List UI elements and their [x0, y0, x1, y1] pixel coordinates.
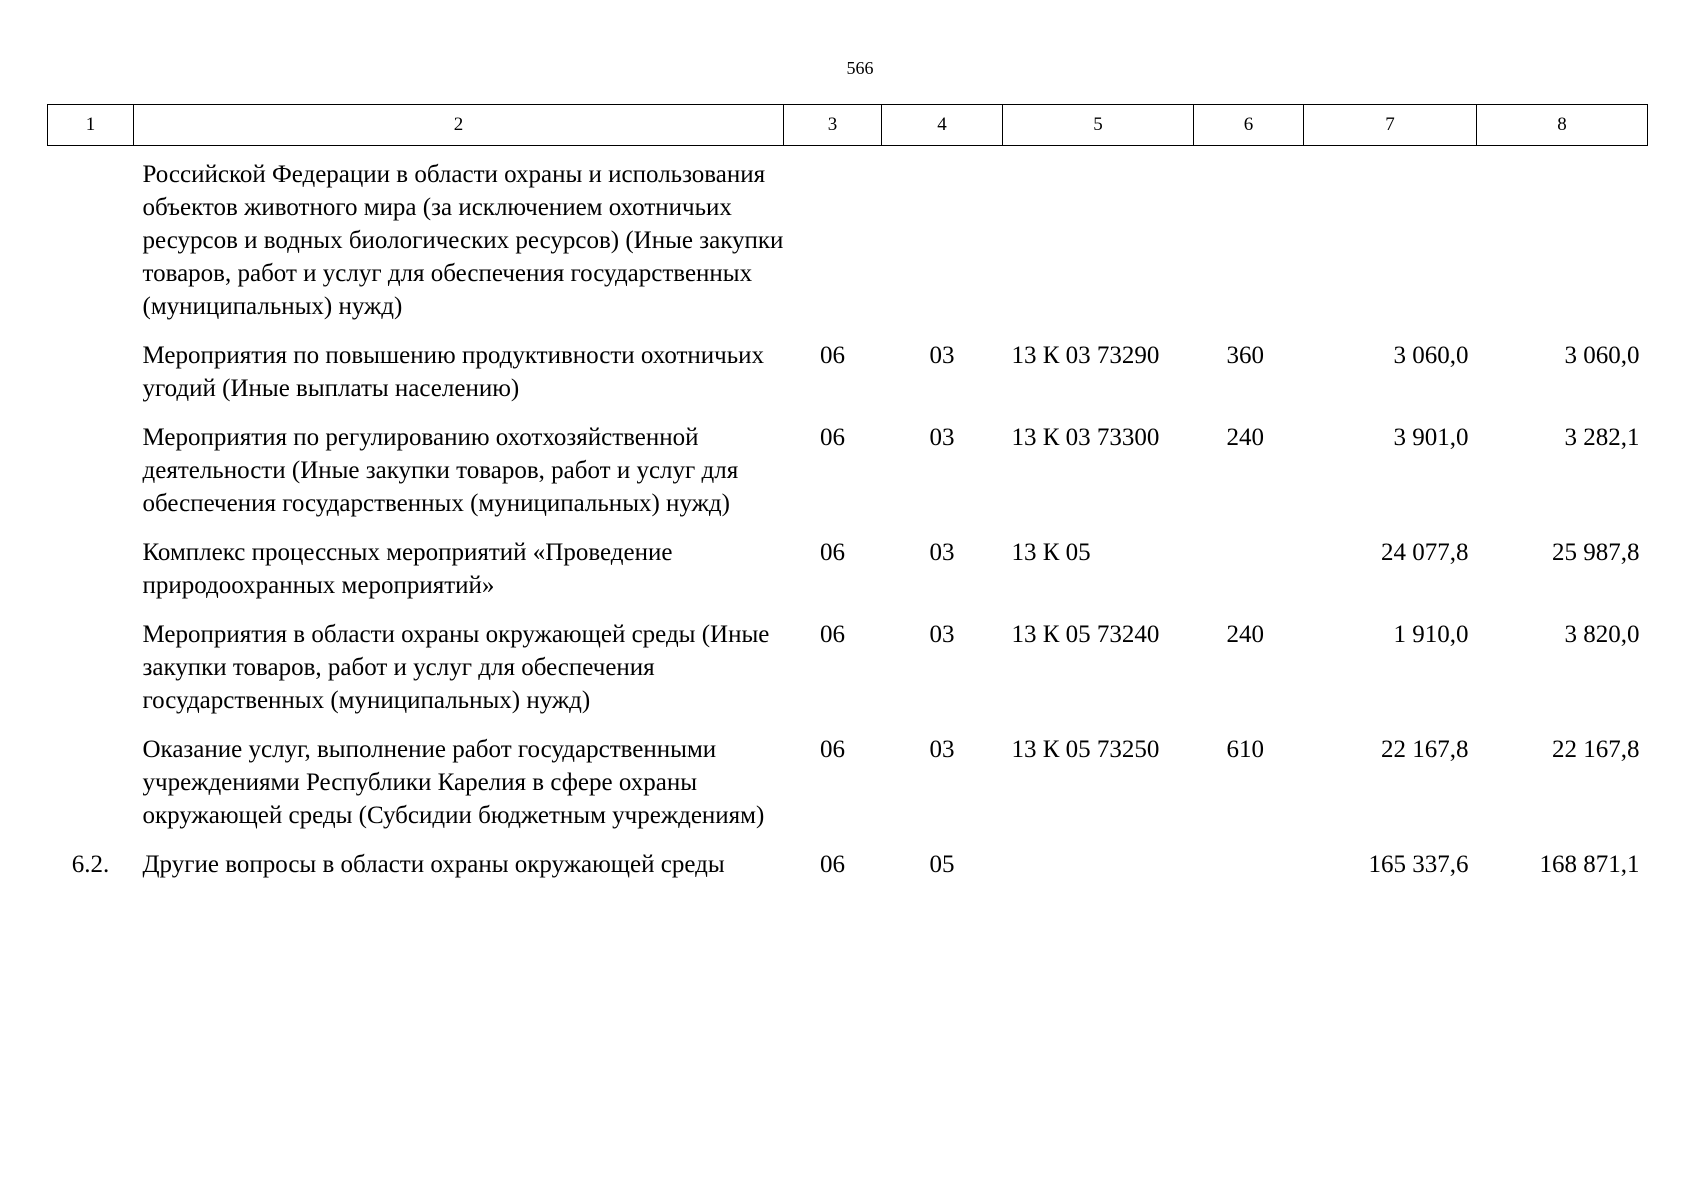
- row-expense-type: 610: [1226, 736, 1264, 763]
- row-number: [48, 339, 134, 421]
- row-subsection: [882, 146, 1003, 340]
- row-amount-col8: 22 167,8: [1552, 736, 1640, 763]
- column-header-2: 2: [134, 105, 784, 146]
- row-amount-col7: 165 337,6: [1368, 851, 1469, 878]
- row-target-code: 13 К 05 73250: [1011, 736, 1160, 763]
- row-target-code: [1003, 848, 1194, 897]
- row-subsection: 03: [929, 342, 955, 369]
- column-header-8: 8: [1477, 105, 1648, 146]
- row-amount-col7: 22 167,8: [1381, 736, 1469, 763]
- row-target-code: 13 К 05 73240: [1011, 621, 1160, 648]
- row-subsection: 03: [929, 736, 955, 763]
- row-expense-type: [1194, 146, 1304, 340]
- row-subsection: 03: [929, 539, 955, 566]
- budget-table: [47, 104, 1648, 897]
- row-expense-type: 240: [1226, 424, 1264, 451]
- column-header-1: 1: [48, 105, 134, 146]
- column-header-4: 4: [882, 105, 1003, 146]
- table-row: [48, 733, 1648, 848]
- row-amount-col7: 3 060,0: [1393, 342, 1469, 369]
- row-section: 06: [820, 539, 845, 566]
- row-amount-col7: [1304, 146, 1477, 340]
- row-number: [48, 618, 134, 733]
- row-amount-col8: 3 820,0: [1564, 621, 1640, 648]
- row-section: 06: [820, 342, 845, 369]
- row-name: Мероприятия по повышению продуктивности охотничьих угодий (Иные выплаты населению): [142, 342, 765, 402]
- row-name: Другие вопросы в области охраны окружающей среды: [142, 851, 725, 878]
- row-amount-col8: [1477, 146, 1648, 340]
- row-number: [48, 733, 134, 848]
- table-row: [48, 536, 1648, 618]
- row-expense-type: 360: [1226, 342, 1264, 369]
- row-name: Мероприятия в области охраны окружающей среды (Иные закупки товаров, работ и услуг для обеспечения государственных (муниципальных) нужд): [142, 621, 770, 714]
- row-expense-type: 240: [1226, 621, 1264, 648]
- table-row: [48, 421, 1648, 536]
- table-row: [48, 146, 1648, 340]
- row-section: 06: [820, 851, 845, 878]
- row-name: Оказание услуг, выполнение работ государственными учреждениями Республики Карелия в сфере охраны окружающей среды (Субсидии бюджетным учреждениям): [142, 736, 765, 829]
- row-amount-col7: 24 077,8: [1381, 539, 1469, 566]
- row-amount-col7: 1 910,0: [1393, 621, 1469, 648]
- row-amount-col8: 3 282,1: [1564, 424, 1640, 451]
- row-name: Комплекс процессных мероприятий «Проведение природоохранных мероприятий»: [142, 539, 673, 599]
- row-name: Российской Федерации в области охраны и использования объектов животного мира (за исключением охотничьих ресурсов и водных биологических ресурсов) (Иные закупки товаров, работ и услуг для обеспечения государственных (муниципальных) нужд): [142, 161, 784, 320]
- row-target-code: 13 К 03 73290: [1011, 342, 1160, 369]
- row-target-code: 13 К 03 73300: [1011, 424, 1160, 451]
- table-row: [48, 339, 1648, 421]
- row-expense-type: [1194, 536, 1304, 618]
- column-number-header-row: [48, 105, 1648, 146]
- row-amount-col8: 168 871,1: [1539, 851, 1640, 878]
- row-expense-type: [1194, 848, 1304, 897]
- row-target-code: 13 К 05: [1011, 539, 1091, 566]
- row-number: [48, 146, 134, 340]
- row-section: 06: [820, 424, 845, 451]
- row-number: [48, 421, 134, 536]
- table-row: [48, 618, 1648, 733]
- row-subsection: 03: [929, 424, 955, 451]
- column-header-5: 5: [1003, 105, 1194, 146]
- column-header-6: 6: [1194, 105, 1304, 146]
- row-amount-col8: 25 987,8: [1552, 539, 1640, 566]
- row-section: 06: [820, 736, 845, 763]
- row-section: [784, 146, 882, 340]
- row-number: [48, 536, 134, 618]
- row-amount-col7: 3 901,0: [1393, 424, 1469, 451]
- table-row: [48, 848, 1648, 897]
- row-target-code: [1003, 146, 1194, 340]
- row-name: Мероприятия по регулированию охотхозяйственной деятельности (Иные закупки товаров, работ и услуг для обеспечения государственных (муниципальных) нужд): [142, 424, 739, 517]
- row-number: 6.2.: [71, 851, 110, 878]
- column-header-7: 7: [1304, 105, 1477, 146]
- row-amount-col8: 3 060,0: [1564, 342, 1640, 369]
- page-number: 566: [846, 58, 874, 78]
- row-subsection: 05: [929, 851, 955, 878]
- row-section: 06: [820, 621, 845, 648]
- column-header-3: 3: [784, 105, 882, 146]
- row-subsection: 03: [929, 621, 955, 648]
